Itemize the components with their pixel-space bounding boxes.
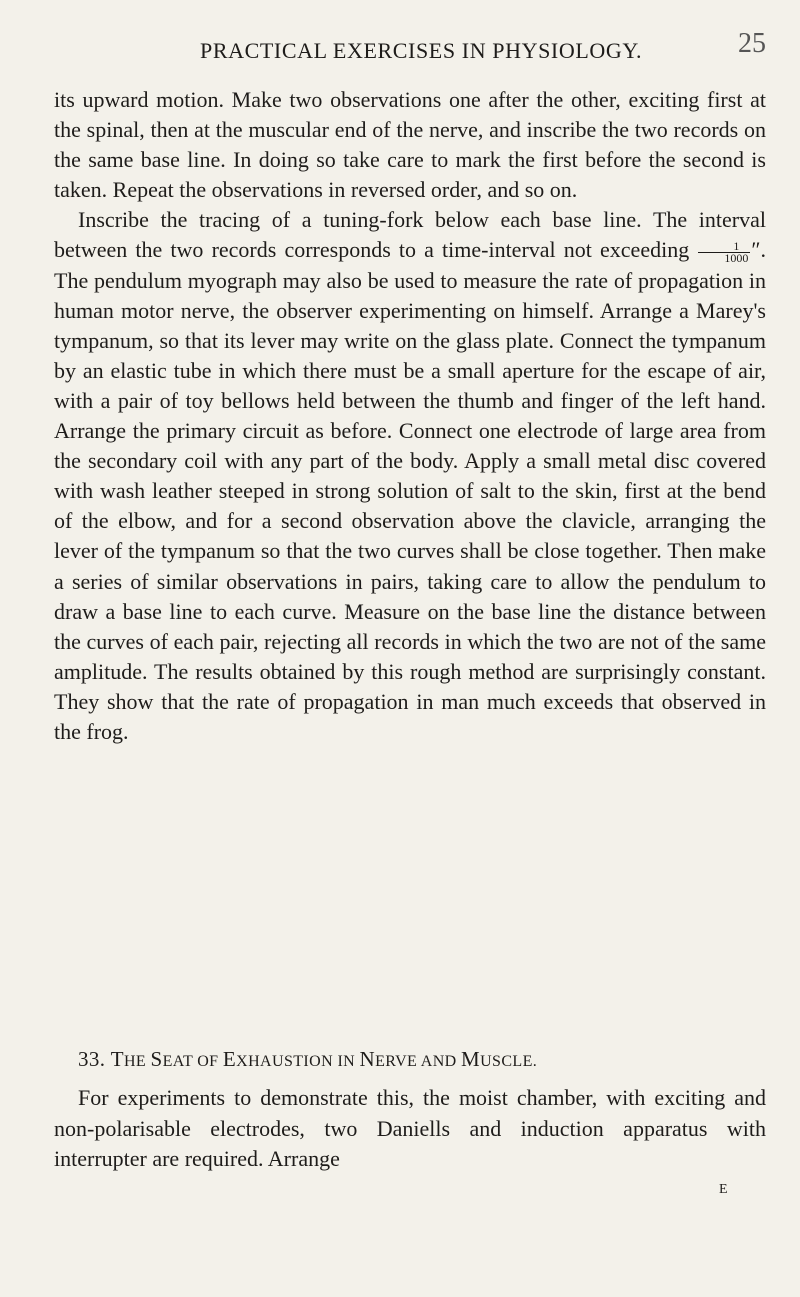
heading-cap: M (461, 1047, 481, 1071)
body-text (54, 85, 766, 747)
heading-small: HE (123, 1053, 151, 1070)
paragraph-1: its upward motion. Make two observations one after the other, exciting first at the spinal, then at the muscular end of the nerve, and inscribe the two records on the same base line. In doing so take care to mark the first before the second is taken. Repeat the observations in reversed order, and so on. (54, 87, 766, 203)
heading-cap: T (110, 1047, 124, 1071)
fraction-numerator: 1 (698, 241, 750, 253)
fraction-unit: ″. (751, 237, 767, 263)
paragraph-2 (54, 205, 766, 747)
page-number: 25 (738, 28, 766, 59)
section-text (54, 1083, 766, 1175)
heading-cap: E (222, 1047, 237, 1071)
heading-cap: N (359, 1047, 376, 1071)
section-number: 33. (78, 1047, 106, 1071)
heading-small: EAT OF (162, 1053, 223, 1070)
page-header-title: PRACTICAL EXERCISES IN PHYSIOLOGY. (200, 38, 643, 63)
heading-cap: S (150, 1047, 163, 1071)
paragraph-2-start: Inscribe the tracing of a tuning-fork below each base line. The interval between the two records corresponds to a time-interval not exceeding (54, 207, 766, 263)
section-paragraph: For experiments to demonstrate this, the moist chamber, with exciting and non-polarisable electrodes, two Daniells and induction apparatus with interrupter are required. Arrange (54, 1085, 766, 1171)
section-heading (78, 1047, 537, 1072)
heading-small: USCLE. (480, 1053, 538, 1070)
fraction (698, 238, 750, 265)
paragraph-2-rest: The pendulum myograph may also be used to measure the rate of propagation in human motor nerve, the observer experimenting on himself. Arrange a Marey's tympanum, so that its lever may write on the glass plate. Connect the tympanum by an elastic tube in which there must be a small aperture for the escape of air, with a pair of toy bellows held between the thumb and finger of the left hand. Arrange the primary circuit as before. Connect one electrode of large area from the secondary coil with any part of the body. Apply a small metal disc covered with wash leather steeped in strong solution of salt to the skin, first at the bend of the elbow, and for a second observation above the clavicle, arranging the lever of the tympanum so that the two curves shall be close together. Then make a series of similar observations in pairs, taking care to allow the pendulum to draw a base line to each curve. Measure on the base line the distance between the curves of each pair, rejecting all records in which the two are not of the same amplitude. The results obtained by this rough method are surprisingly constant. They show that the rate of propagation in man much exceeds that observed in the frog. (54, 267, 766, 744)
fraction-denominator: 1000 (724, 250, 749, 265)
signature-mark: E (719, 1182, 728, 1197)
heading-small: XHAUSTION IN (236, 1053, 360, 1070)
running-head (0, 28, 800, 68)
heading-small: ERVE AND (375, 1053, 461, 1070)
